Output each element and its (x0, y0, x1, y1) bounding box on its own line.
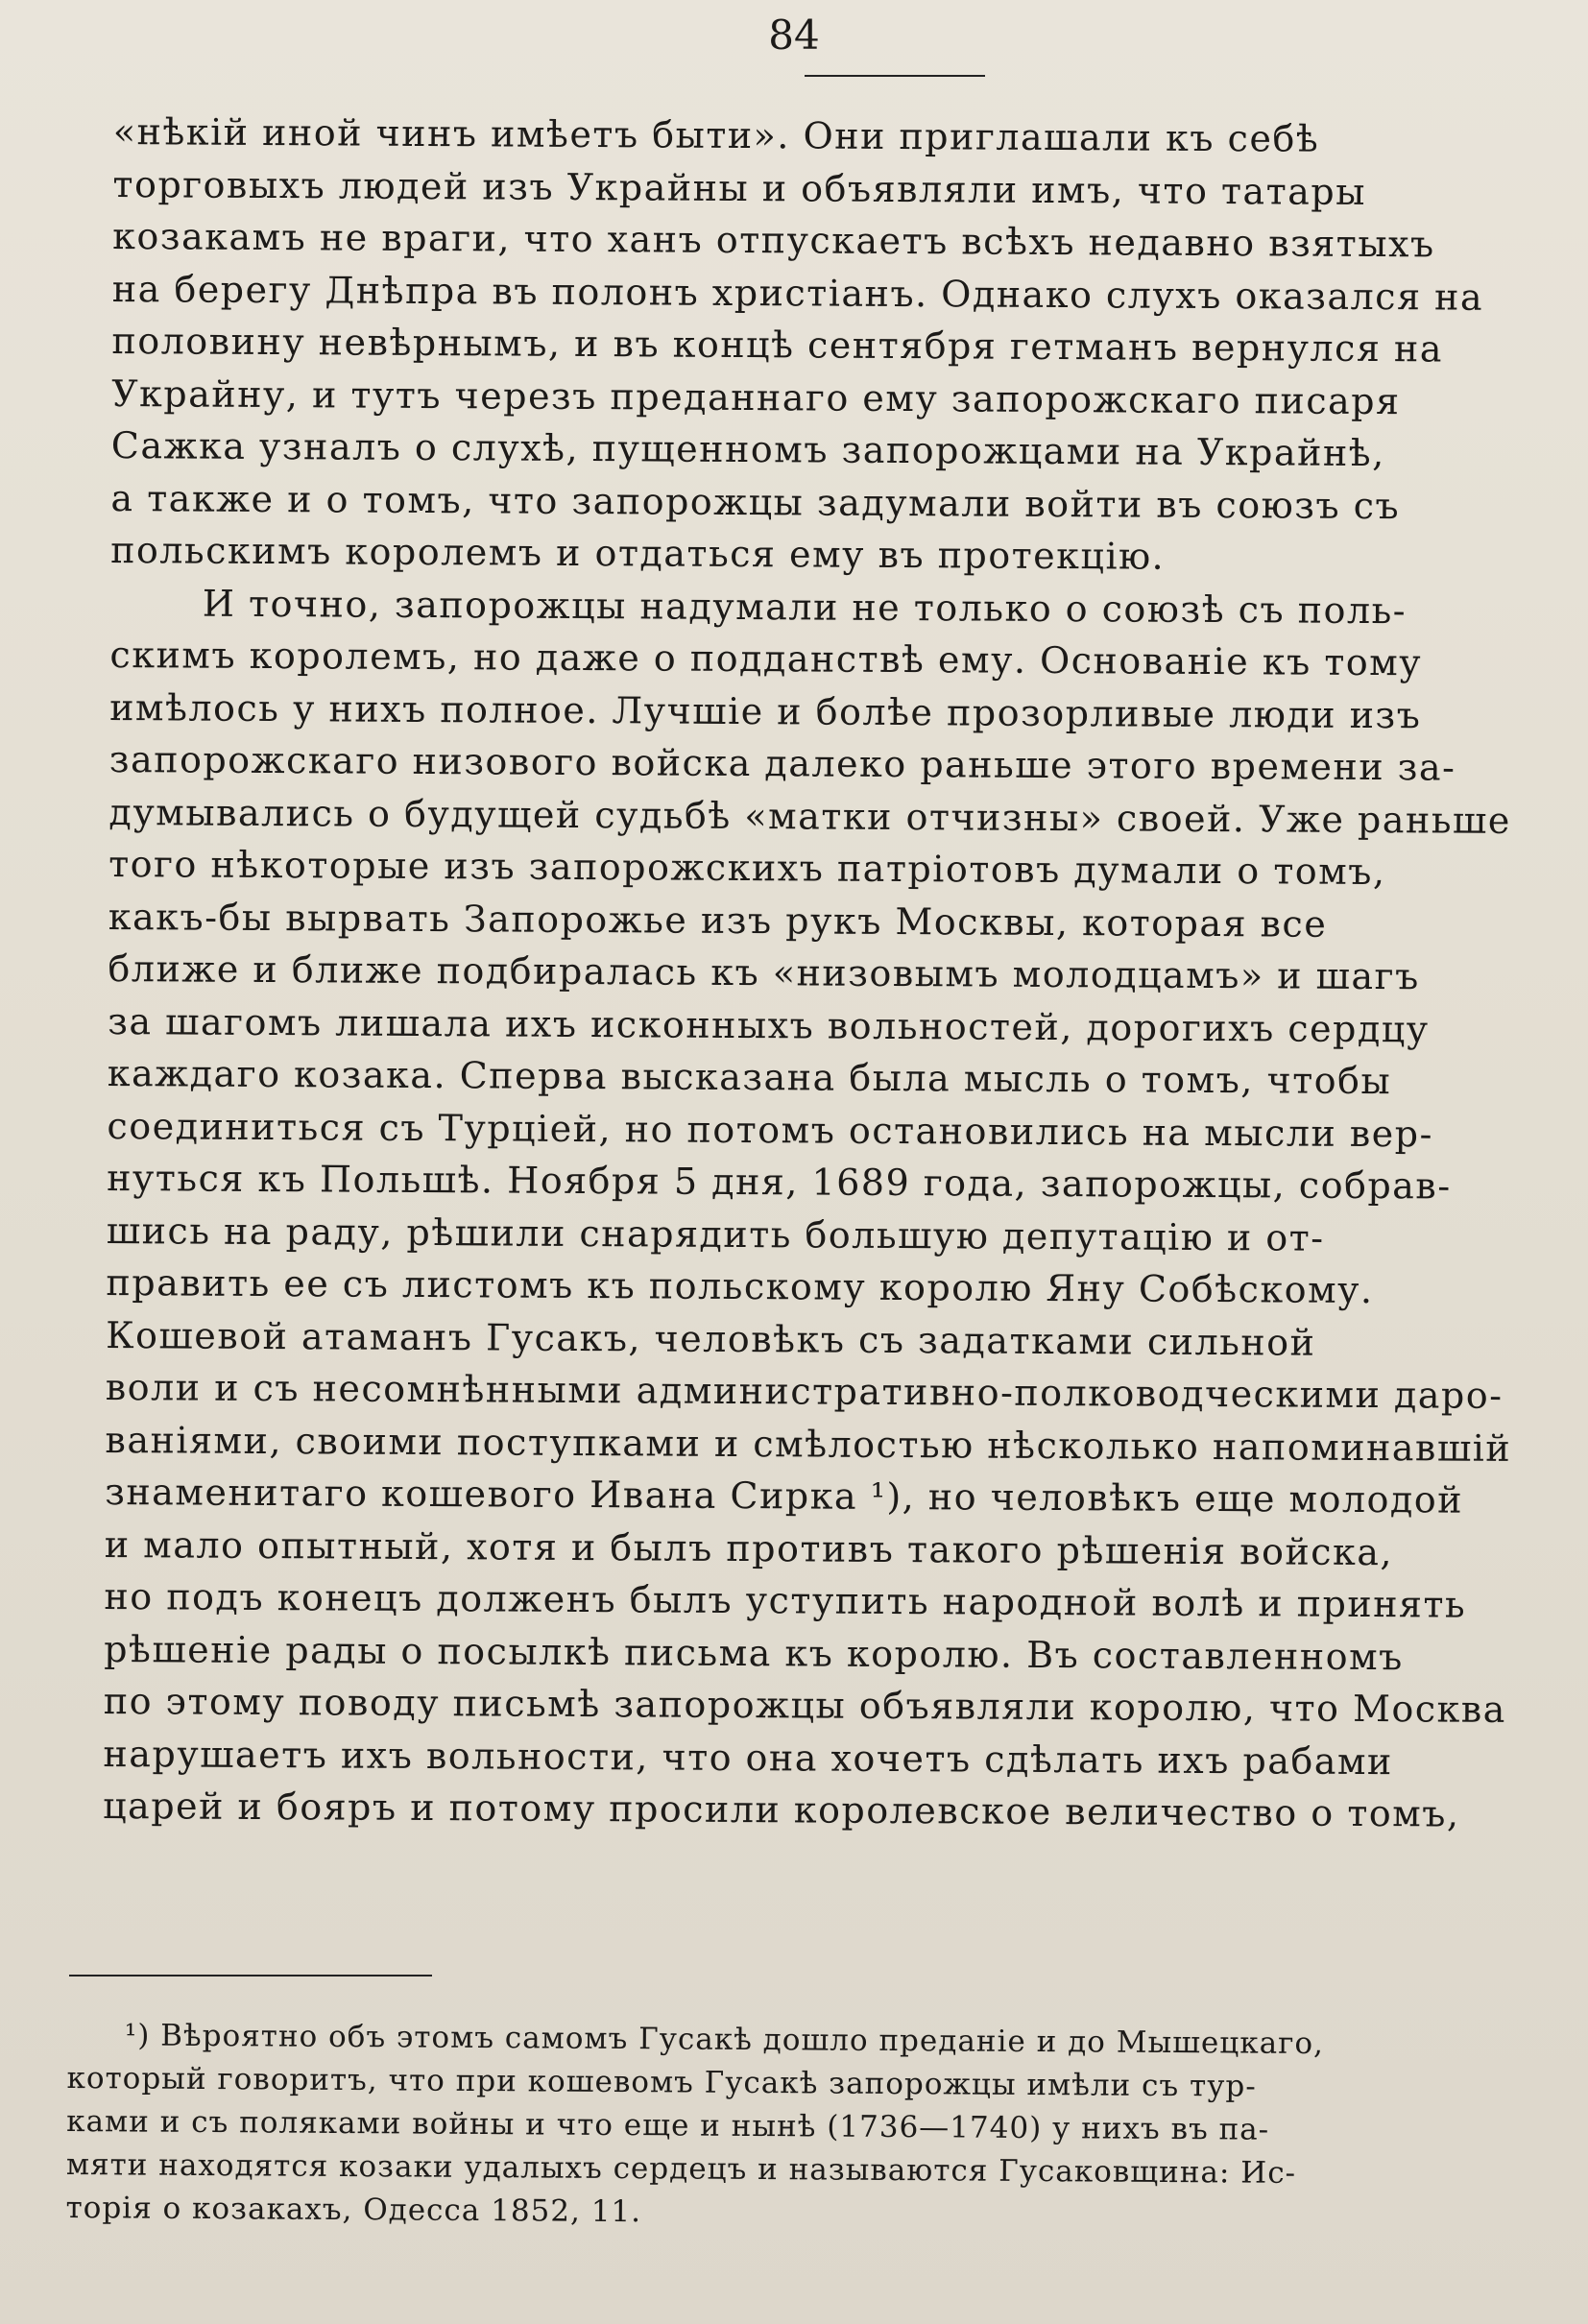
text-line: нуться къ Польшѣ. Ноября 5 дня, 1689 года, запорожцы, собрав- (107, 1156, 1452, 1208)
text-line: знаменитаго кошевого Ивана Сирка ¹), но человѣкъ еще молодой (105, 1470, 1464, 1521)
paragraph-start-line: И точно, запорожцы надумали не только о союзѣ съ поль- (202, 582, 1408, 632)
text-line: торговыхъ людей изъ Украйны и объявляли имъ, что татары (112, 162, 1367, 213)
text-line: имѣлось у нихъ полное. Лучшіе и болѣе прозорливые люди изъ (109, 685, 1422, 736)
text-line: запорожскаго низового войска далеко раньше этого времени за- (108, 737, 1456, 789)
text-line: шись на раду, рѣшили снарядить большую депутацію и от- (106, 1209, 1325, 1259)
text-line: но подъ конецъ долженъ былъ уступить народной волѣ и принять (104, 1574, 1467, 1626)
text-line: рѣшеніе рады о посылкѣ письма къ королю. Въ составленномъ (104, 1627, 1404, 1678)
footnote-line: который говоритъ, что при кошевомъ Гусакѣ запорожцы имѣли съ тур- (66, 2060, 1257, 2104)
text-line: половину невѣрнымъ, и въ концѣ сентября гетманъ вернулся на (111, 319, 1444, 371)
footnote-line: мяти находятся козаки удалыхъ сердецъ и называются Гусаковщина: Ис- (65, 2146, 1297, 2191)
text-line: ваніями, своими поступками и смѣлостью нѣсколько напоминавшій (105, 1418, 1512, 1470)
text-line: польскимъ королемъ и отдаться ему въ протекцію. (110, 528, 1166, 578)
text-line: Украйну, и тутъ черезъ преданнаго ему запорожскаго писаря (111, 371, 1401, 422)
text-line: каждаго козака. Сперва высказана была мысль о томъ, чтобы (107, 1051, 1392, 1103)
text-line: Кошевой атаманъ Гусакъ, человѣкъ съ задатками сильной (106, 1313, 1316, 1364)
footnote-line: ками и съ поляками войны и что еще и нынѣ (1736—1740) у нихъ въ па- (66, 2103, 1270, 2147)
text-line: ближе и ближе подбиралась къ «низовымъ молодцамъ» и шагъ (108, 946, 1420, 998)
page-number: 84 (768, 12, 820, 59)
text-line: на берегу Днѣпра въ полонъ христіанъ. Однако слухъ оказался на (111, 267, 1484, 319)
text-line: козакамъ не враги, что ханъ отпускаетъ всѣхъ недавно взятыхъ (112, 214, 1435, 266)
footnote-line: торія о козакахъ, Одесса 1852, 11. (65, 2190, 642, 2230)
body-text (103, 106, 1582, 1841)
text-line: царей и бояръ и потому просили королевское величество о томъ, (103, 1784, 1460, 1835)
text-line: нарушаетъ ихъ вольности, что она хочетъ сдѣлать ихъ рабами (103, 1732, 1393, 1783)
text-line: скимъ королемъ, но даже о подданствѣ ему. Основаніе къ тому (109, 633, 1423, 684)
footnote-rule (69, 1975, 432, 1977)
text-line: того нѣкоторые изъ запорожскихъ патріотовъ думали о томъ, (108, 842, 1386, 894)
text-line: соединиться съ Турціей, но потомъ остановились на мысли вер- (107, 1104, 1434, 1155)
text-line: думывались о будущей судьбѣ «матки отчизны» своей. Уже раньше (108, 790, 1511, 842)
header-rule (805, 75, 985, 77)
text-line: за шагомъ лишала ихъ исконныхъ вольностей, дорогихъ сердцу (108, 999, 1430, 1050)
footnotes (65, 2014, 1565, 2240)
text-line: Сажка узналъ о слухѣ, пущенномъ запорожцами на Украйнѣ, (110, 423, 1385, 475)
text-line: а также и о томъ, что запорожцы задумали войти въ союзъ съ (110, 476, 1401, 527)
text-line: воли и съ несомнѣнными административно-полководческими даро- (105, 1365, 1504, 1417)
text-line: и мало опытный, хотя и былъ противъ такого рѣшенія войска, (104, 1522, 1394, 1573)
footnote-line: ¹) Вѣроятно объ этомъ самомъ Гусакѣ дошло преданіе и до Мышецкаго, (124, 2018, 1325, 2062)
text-line: править ее съ листомъ къ польскому королю Яну Собѣскому. (106, 1260, 1374, 1312)
text-line: по этому поводу письмѣ запорожцы объявляли королю, что Москва (103, 1679, 1507, 1731)
text-line: какъ-бы вырвать Запорожье изъ рукъ Москвы, которая все (108, 895, 1328, 946)
text-line: «нѣкій иной чинъ имѣетъ быти». Они приглашали къ себѣ (112, 109, 1320, 160)
